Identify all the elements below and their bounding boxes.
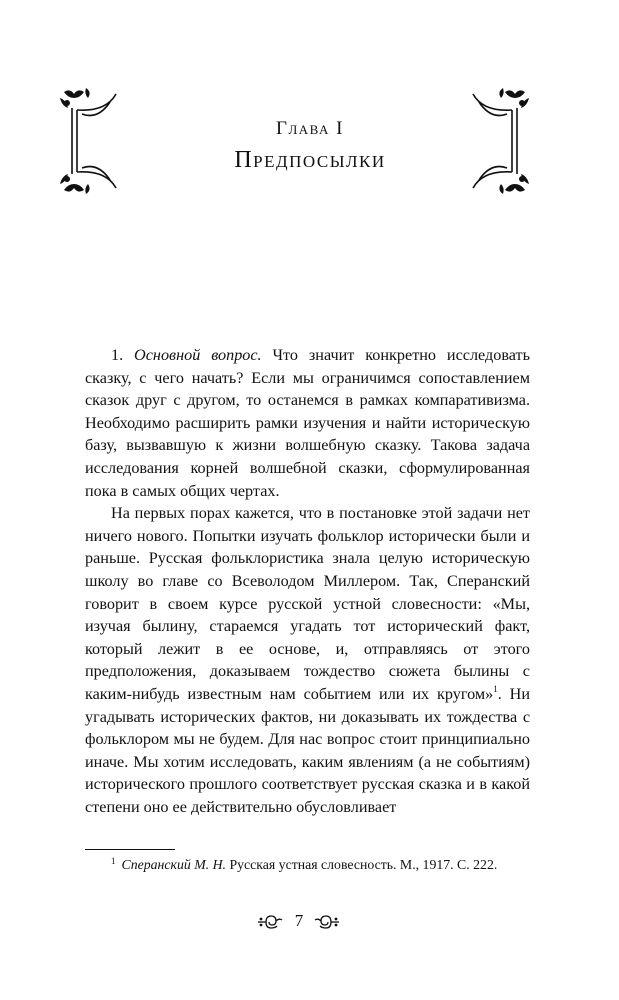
footnote-number: 1 — [111, 856, 116, 866]
footnote-text: Русская устная словесность. М., 1917. С. 222. — [226, 857, 498, 872]
footnote-author: Сперанский М. Н. — [121, 857, 226, 872]
folio-ornament-left-icon — [257, 914, 283, 930]
paragraph-text: Что значит конкретно исследовать сказку, с чего начать? Если мы ограничимся сопоставлением сказок друг с другом, то останемся в рамках компаративизма. Необходимо расширить рамки изучения и найти историческую базу, вызвавшую к жизни волшебную сказку. Такова задача исследования корней волшебной сказки, сформулированная пока в самых общих чертах. — [85, 346, 530, 500]
ornament-right-icon — [469, 86, 531, 196]
body-text — [85, 344, 530, 818]
paragraph-2 — [85, 502, 530, 818]
paragraph-text: . Ни угадывать исторических фактов, ни доказывать их тождества с фольклором мы не будем. Для нас вопрос стоит принципиально иначе. Мы хотим исследовать, каким явлениям (а не событиям) исторического прошлого соответствует русская сказка и в какой степени оно ее действительно обусловливает — [85, 684, 530, 816]
paragraph-1 — [85, 344, 530, 502]
chapter-label: Глава I — [275, 118, 344, 139]
footnote-ref[interactable]: 1 — [493, 683, 498, 694]
page-footer — [0, 911, 619, 933]
footnote — [85, 855, 530, 874]
ornament-left-icon — [58, 86, 120, 196]
folio-ornament-right-icon — [314, 914, 340, 930]
chapter-title: Предпосылки — [234, 147, 386, 173]
paragraph-text: На первых порах кажется, что в постановке этой задачи нет ничего нового. Попытки изучать фольклор исторически были и раньше. Русская фольклористика знала целую историческую школу во главе со Всеволодом Миллером. Так, Сперанский говорит в своем курсе русской устной словесности: «Мы, изучая былину, стараемся угадать тот исторический факт, который лежит в ее основе, и, отправляясь от этого предположения, доказываем тождество сюжета былины с каким-нибудь известным нам событием или их кругом» — [85, 504, 530, 703]
footnote-divider — [85, 849, 175, 850]
page-number: 7 — [294, 911, 304, 930]
paragraph-number: 1. — [111, 346, 135, 364]
section-heading: Основной вопрос. — [134, 346, 262, 364]
